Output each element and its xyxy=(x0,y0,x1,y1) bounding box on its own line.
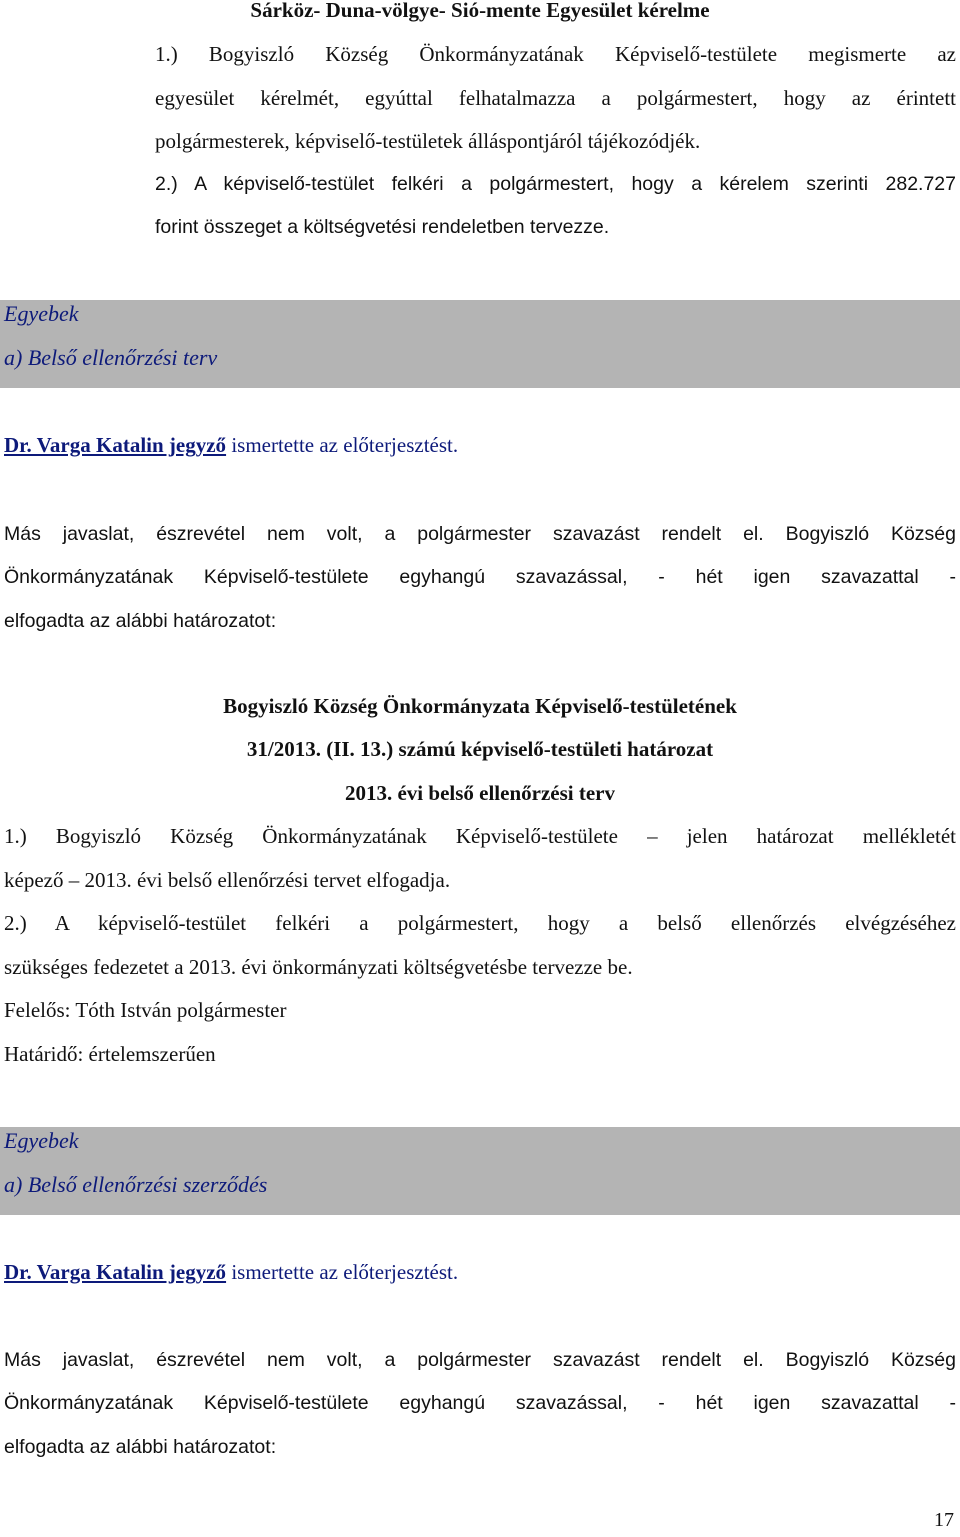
resolution-line: 1.) Bogyiszló Község Önkormányzatának Képviselő-testülete – jelen határozat mellékletét xyxy=(4,824,956,848)
deadline-line: Határidő: értelemszerűen xyxy=(4,1042,216,1066)
vote-line: Más javaslat, észrevétel nem volt, a polgármester szavazást rendelt el. Bogyiszló Község xyxy=(4,1349,956,1371)
agenda-band xyxy=(0,300,960,388)
resolution-line: képező – 2013. évi belső ellenőrzési tervet elfogadja. xyxy=(4,868,451,892)
paragraph-line: forint összeget a költségvetési rendeletben tervezze. xyxy=(155,216,610,238)
resolution-line: 2.) A képviselő-testület felkéri a polgármestert, hogy a belső ellenőrzés elvégzéséhez xyxy=(4,911,956,935)
agenda-band xyxy=(0,1127,960,1215)
resolution-heading: Bogyiszló Község Önkormányzata Képviselő-testületének xyxy=(223,694,737,718)
speaker-name: Dr. Varga Katalin jegyző xyxy=(4,1260,227,1284)
speaker-action: ismertette az előterjesztést. xyxy=(226,1260,459,1284)
agenda-subtitle: a) Belső ellenőrzési szerződés xyxy=(4,1172,268,1197)
vote-line: Más javaslat, észrevétel nem volt, a polgármester szavazást rendelt el. Bogyiszló Község xyxy=(4,523,956,545)
speaker-line xyxy=(4,424,956,468)
responsible-line: Felelős: Tóth István polgármester xyxy=(4,998,287,1022)
agenda-subtitle: a) Belső ellenőrzési terv xyxy=(4,345,218,370)
paragraph-line: polgármesterek, képviselő-testületek álláspontjáról tájékozódjék. xyxy=(155,129,701,153)
resolution-number: 31/2013. (II. 13.) számú képviselő-testületi határozat xyxy=(246,737,714,761)
vote-line: Önkormányzatának Képviselő-testülete egyhangú szavazással, - hét igen szavazattal - xyxy=(4,1392,956,1414)
section-heading: Sárköz- Duna-völgye- Sió-mente Egyesület kérelme xyxy=(250,0,710,22)
resolution-line: szükséges fedezetet a 2013. évi önkormányzati költségvetésbe tervezze be. xyxy=(4,955,633,979)
vote-line: Önkormányzatának Képviselő-testülete egyhangú szavazással, - hét igen szavazattal - xyxy=(4,566,956,588)
agenda-title: Egyebek xyxy=(4,301,79,326)
paragraph-line: 2.) A képviselő-testület felkéri a polgármestert, hogy a kérelem szerinti 282.727 xyxy=(155,173,956,195)
vote-line: elfogadta az alábbi határozatot: xyxy=(4,610,277,632)
paragraph-line: 1.) Bogyiszló Község Önkormányzatának Képviselő-testülete megismerte az xyxy=(155,42,956,66)
page-number: 17 xyxy=(934,1509,954,1531)
speaker-line xyxy=(4,1251,956,1295)
speaker-name: Dr. Varga Katalin jegyző xyxy=(4,433,227,457)
resolution-subject: 2013. évi belső ellenőrzési terv xyxy=(344,781,615,805)
agenda-title: Egyebek xyxy=(4,1128,79,1153)
paragraph-line: egyesület kérelmét, egyúttal felhatalmazza a polgármestert, hogy az érintett xyxy=(155,86,956,110)
speaker-action: ismertette az előterjesztést. xyxy=(226,433,459,457)
vote-line: elfogadta az alábbi határozatot: xyxy=(4,1436,277,1458)
